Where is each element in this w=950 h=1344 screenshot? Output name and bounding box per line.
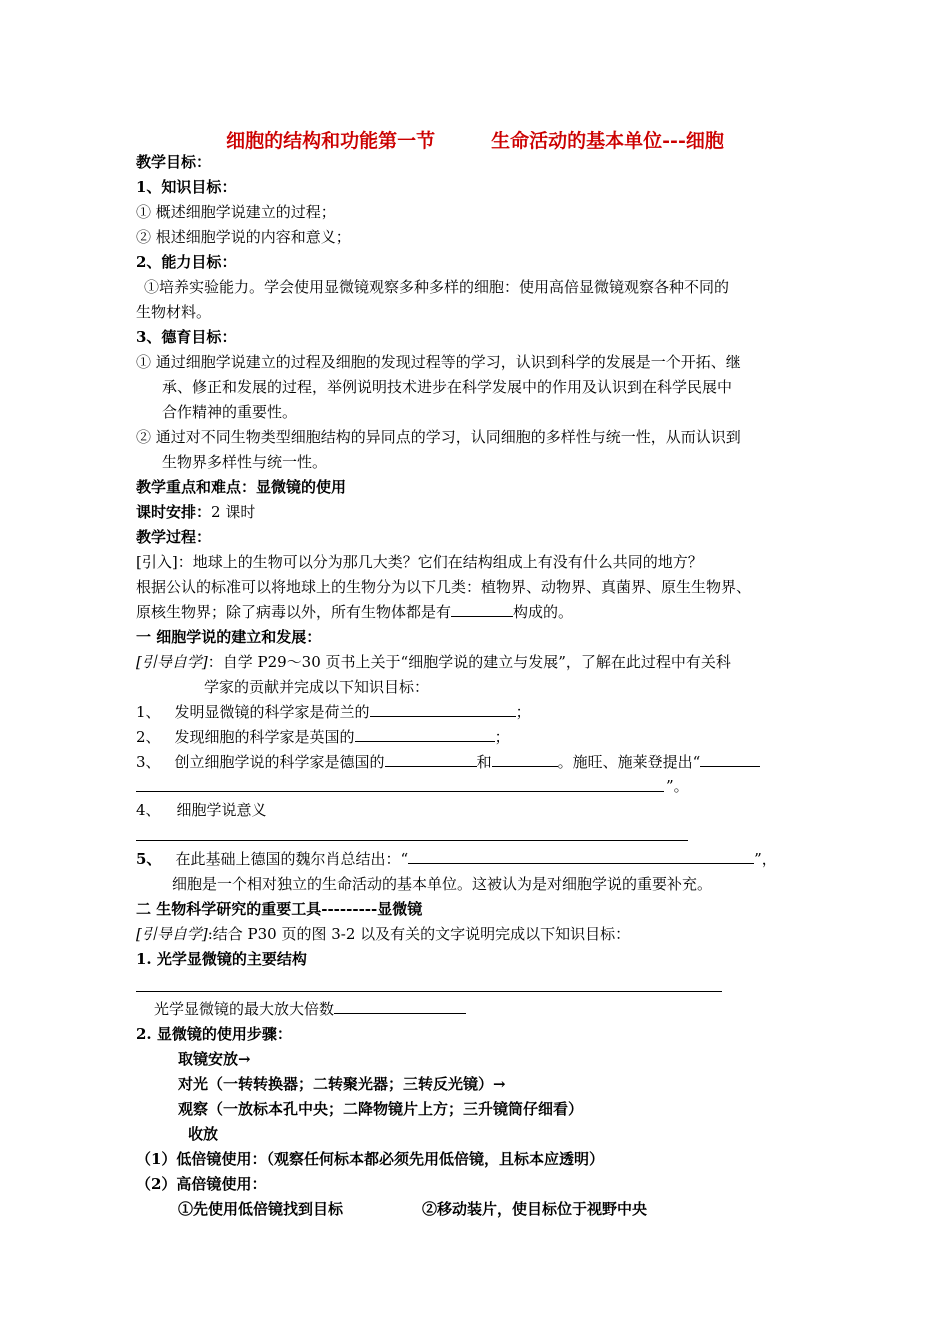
q4-text: 细胞学说意义 xyxy=(176,801,267,819)
title-part1: 细胞的结构和功能第一节 xyxy=(226,130,436,152)
section1-guide-line2: 学家的贡献并完成以下知识目标： xyxy=(204,678,430,696)
q2-end: ； xyxy=(494,728,510,746)
intro-text: 地球上的生物可以分为那几大类？它们在结构组成上有没有什么共同的地方？ xyxy=(192,553,703,571)
section1-heading: 一 细胞学说的建立和发展： xyxy=(136,628,322,646)
section2-guide xyxy=(136,924,630,944)
title-part2: 生命活动的基本单位---细胞 xyxy=(491,130,724,152)
q3-answer-line xyxy=(136,791,664,792)
section1-guide-line1 xyxy=(136,652,731,672)
moral-item1-line1: ① 通过细胞学说建立的过程及细胞的发现过程等的学习，认识到科学的发展是一个开拓、继 xyxy=(136,353,741,371)
moral-item2-line1: ② 通过对不同生物类型细胞结构的异同点的学习，认同细胞的多样性与统一性，从而认识到 xyxy=(136,428,741,446)
q3-number: 3、 xyxy=(136,753,161,771)
q5-line2: 细胞是一个相对独立的生命活动的基本单位。这被认为是对细胞学说的重要补充。 xyxy=(172,875,713,893)
q5-text: 在此基础上德国的魏尔肖总结出：“ xyxy=(175,850,409,868)
ability-line-1: ①培养实验能力。学会使用显微镜观察多种多样的细胞：使用高倍显微镜观察各种不同的 xyxy=(144,278,730,296)
schedule-value: 2 课时 xyxy=(211,503,256,521)
q3-rest: 。施旺、施莱登提出“ xyxy=(557,753,701,771)
ability-line-2: 生物材料。 xyxy=(136,303,212,321)
step-4: 收放 xyxy=(188,1125,219,1143)
section2-point1: 1. 光学显微镜的主要结构 xyxy=(136,950,307,968)
low-power-usage: （1）低倍镜使用：（观察任何标本都必须先用低倍镜，且标本应透明） xyxy=(136,1150,604,1168)
max-magnification xyxy=(154,999,466,1019)
intro-para-line2b: 构成的。 xyxy=(513,603,574,621)
q2-blank xyxy=(355,727,495,742)
section1-guide-text: ：自学 P29～30 页书上关于“细胞学说的建立与发展”，了解在此过程中有关科 xyxy=(207,653,731,671)
q5-number: 5、 xyxy=(136,850,162,868)
max-mag-text: 光学显微镜的最大放大倍数 xyxy=(154,1000,335,1018)
q4-number: 4、 xyxy=(136,801,161,819)
intro-para-line2 xyxy=(136,602,573,622)
moral-item1-line3: 合作精神的重要性。 xyxy=(162,403,298,421)
process-heading: 教学过程： xyxy=(136,528,212,546)
schedule xyxy=(136,502,255,522)
q3-and: 和 xyxy=(476,753,492,771)
ability-heading: 2、能力目标： xyxy=(136,253,237,271)
q3-blank-2 xyxy=(492,752,558,767)
question-1 xyxy=(136,702,531,722)
question-4 xyxy=(136,800,267,820)
question-2 xyxy=(136,727,510,747)
moral-item2-line2: 生物界多样性与统一性。 xyxy=(162,453,328,471)
q3-end: ”。 xyxy=(666,777,689,795)
q1-blank xyxy=(370,702,516,717)
step-3: 观察（一放标本孔中央；二降物镜片上方；三升镜筒仔细看） xyxy=(178,1100,584,1118)
intro-blank xyxy=(451,602,513,617)
section1-guide-label: [引导自学] xyxy=(136,653,208,671)
schedule-label: 课时安排： xyxy=(136,503,212,521)
intro-label: [引入]： xyxy=(136,553,193,571)
moral-item1-line2: 承、修正和发展的过程，举例说明技术进步在科学发展中的作用及认识到在科学民展中 xyxy=(162,378,733,396)
intro-para-line2a: 原核生物界；除了病毒以外，所有生物体都是有 xyxy=(136,603,452,621)
q3-text: 创立细胞学说的科学家是德国的 xyxy=(174,753,385,771)
q3-blank-1 xyxy=(385,752,477,767)
high-power-usage: （2）高倍镜使用： xyxy=(136,1175,267,1193)
section2-heading: 二 生物科学研究的重要工具---------显微镜 xyxy=(136,900,423,918)
q5-end: ”， xyxy=(754,850,777,868)
q2-number: 2、 xyxy=(136,728,161,746)
key-points xyxy=(136,477,346,497)
q1-end: ； xyxy=(515,703,531,721)
document-title xyxy=(0,126,950,153)
objectives-heading: 教学目标： xyxy=(136,153,212,171)
question-5 xyxy=(136,849,777,869)
q1-text: 发明显微镜的科学家是荷兰的 xyxy=(174,703,370,721)
knowledge-item-1: ① 概述细胞学说建立的过程； xyxy=(136,203,336,221)
key-points-label: 教学重点和难点： xyxy=(136,478,257,496)
moral-heading: 3、德育目标： xyxy=(136,328,237,346)
q2-text: 发现细胞的科学家是英国的 xyxy=(174,728,355,746)
key-points-value: 显微镜的使用 xyxy=(256,478,347,496)
q4-answer-line xyxy=(136,840,688,841)
intro-para-line1: 根据公认的标准可以将地球上的生物分为以下几类：植物界、动物界、真菌界、原生生物界、 xyxy=(136,578,752,596)
step-2: 对光（一转转换器；二转聚光器；三转反光镜）→ xyxy=(178,1075,506,1093)
intro-question xyxy=(136,552,703,572)
knowledge-heading: 1、知识目标： xyxy=(136,178,237,196)
q1-number: 1、 xyxy=(136,703,161,721)
high-power-step-1: ①先使用低倍镜找到目标 xyxy=(178,1200,344,1218)
q5-blank xyxy=(408,849,754,864)
high-power-step-2: ②移动装片，使目标位于视野中央 xyxy=(422,1200,648,1218)
q3-blank-3 xyxy=(700,752,760,767)
knowledge-item-2: ② 根述细胞学说的内容和意义； xyxy=(136,228,351,246)
section2-guide-text: :结合 P30 页的图 3-2 以及有关的文字说明完成以下知识目标： xyxy=(207,925,631,943)
max-mag-blank xyxy=(334,999,466,1014)
question-3 xyxy=(136,752,760,772)
point1-answer-line xyxy=(136,991,722,992)
section2-point2: 2. 显微镜的使用步骤： xyxy=(136,1025,292,1043)
step-1: 取镜安放→ xyxy=(178,1050,251,1068)
section2-guide-label: [引导自学] xyxy=(136,925,208,943)
